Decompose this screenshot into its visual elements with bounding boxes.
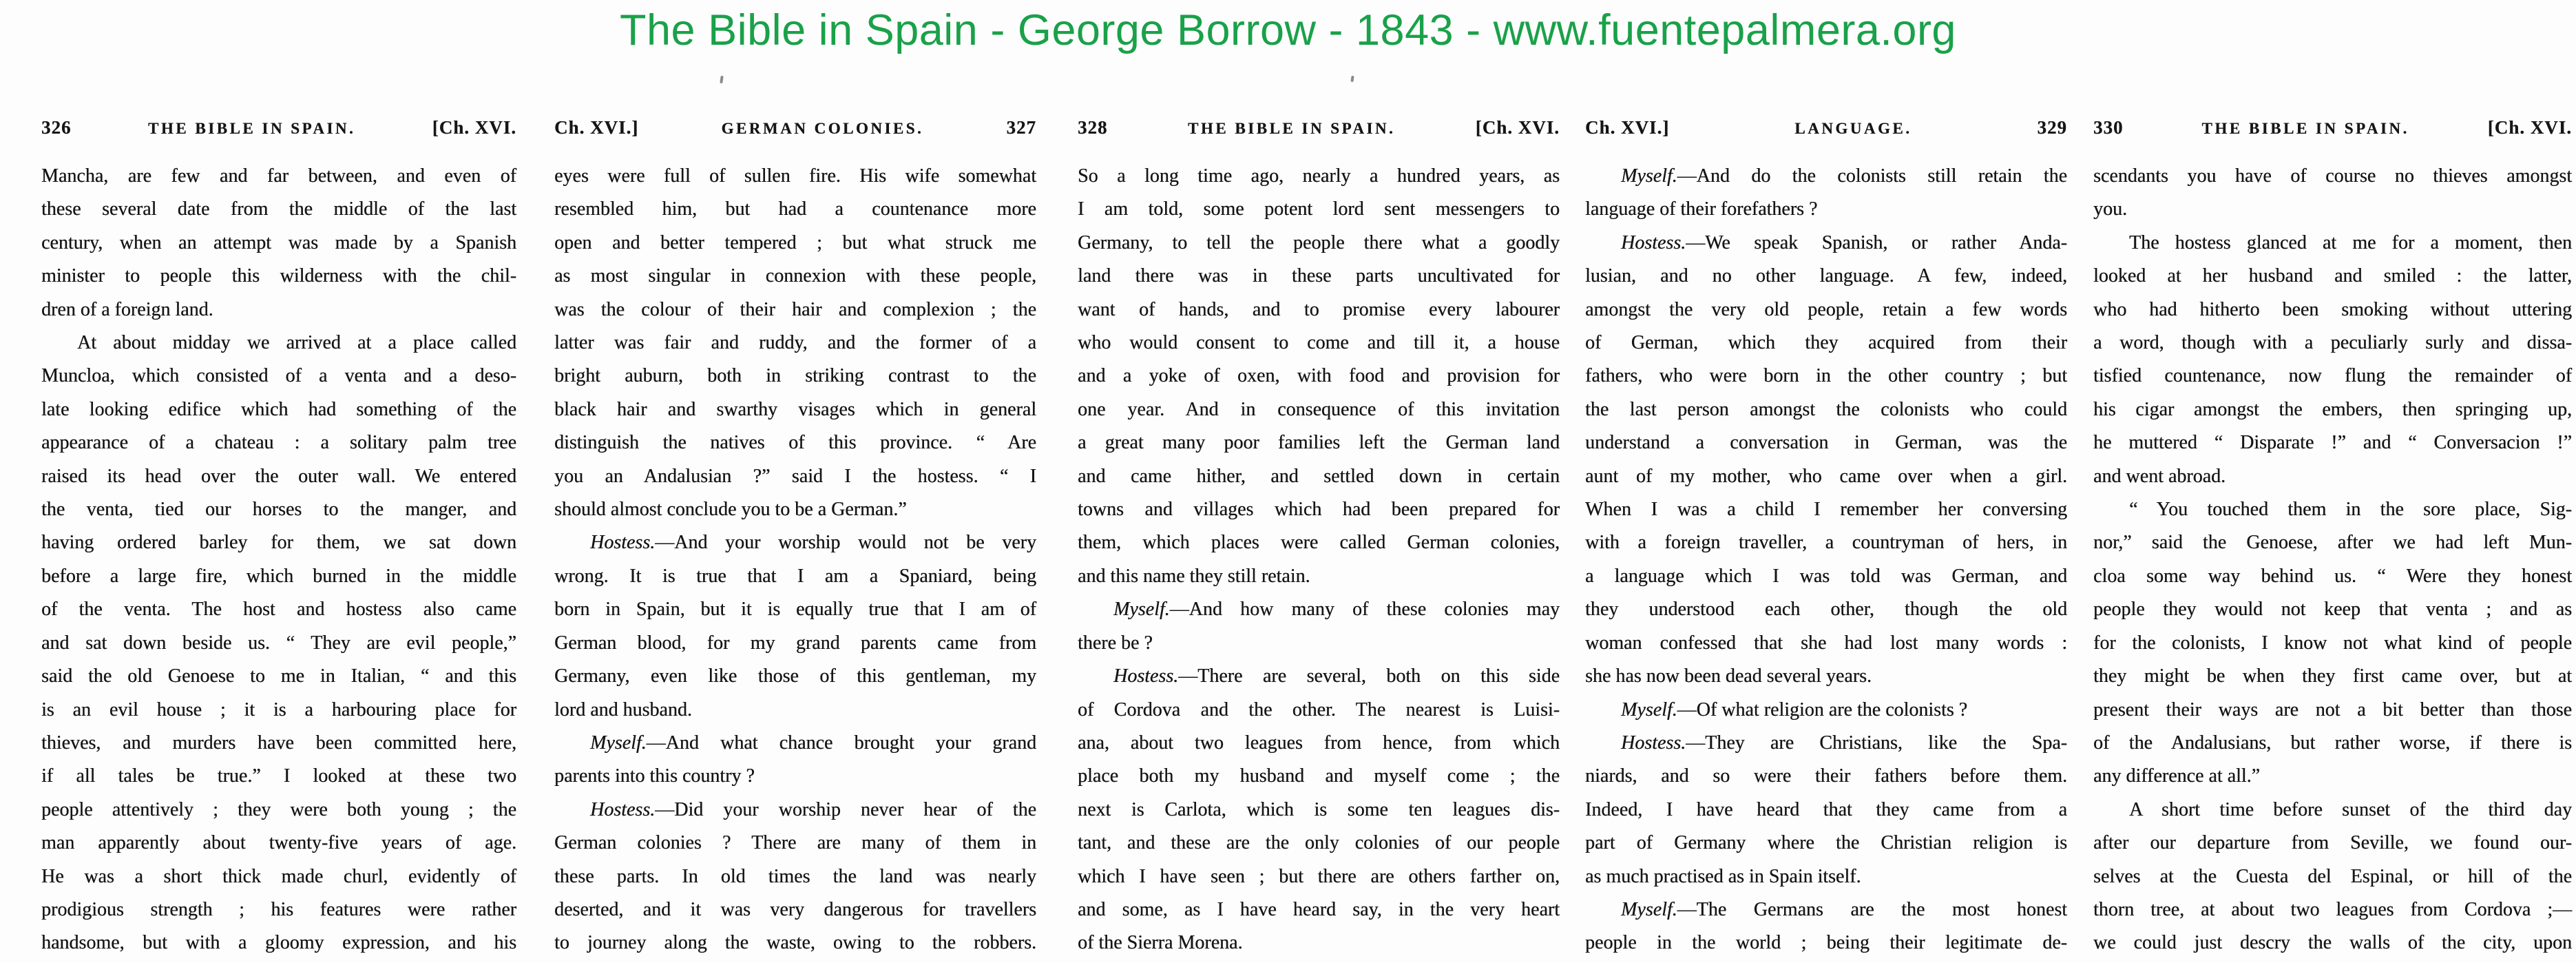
text-line: said the old Genoese to me in Italian, “ and this <box>41 665 516 687</box>
text-line: who had hitherto been smoking without uttering <box>2093 298 2572 320</box>
text-line: want of hands, and to promise every labourer <box>1078 298 1560 320</box>
text-line: latter was fair and ruddy, and the former of a <box>554 332 1036 354</box>
running-title: THE BIBLE IN SPAIN. <box>1187 120 1396 137</box>
text-line: these parts. In old times the land was nearly <box>554 865 1036 887</box>
text-line: if all tales be true.” I looked at these two <box>41 765 516 787</box>
text-line: and came hither, and settled down in certain <box>1078 465 1560 487</box>
text-line: before a large fire, which burned in the middle <box>41 565 516 587</box>
text-line: present their ways are not a bit better than those <box>2093 698 2572 721</box>
page-header <box>1078 117 1560 142</box>
speaker-name: Myself. <box>1621 698 1677 721</box>
text-line: thorn tree, at about two leagues from Cordova ;— <box>2093 898 2572 920</box>
text-line: German colonies ? There are many of them in <box>554 832 1036 854</box>
running-title: LANGUAGE. <box>1794 120 1912 137</box>
text-line: handsome, but with a gloomy expression, and his <box>41 932 516 954</box>
text-line: people in the world ; being their legitimate de- <box>1585 932 2067 954</box>
text-line: century, when an attempt was made by a Spanish <box>41 231 516 253</box>
page-body <box>554 160 1036 960</box>
text-line: of the Sierra Morena. <box>1078 932 1243 954</box>
text-line: born in Spain, but it is equally true that I am of <box>554 599 1036 621</box>
speaker-name: Hostess. <box>590 532 656 554</box>
text-line: you an Andalusian ?” said I the hostess. “ I <box>554 465 1036 487</box>
page-body <box>41 160 516 960</box>
text-line: a great many poor families left the German land <box>1078 432 1560 454</box>
text-line: the venta, tied our horses to the manger, and <box>41 499 516 521</box>
text-line: prodigious strength ; his features were rather <box>41 898 516 920</box>
page-327 <box>554 117 1036 960</box>
pages-row <box>0 117 2572 960</box>
running-title: GERMAN COLONIES. <box>721 120 924 137</box>
text-line: which I have seen ; but there are others farther on, <box>1078 865 1560 887</box>
text-line: of Cordova and the other. The nearest is Luisi- <box>1078 698 1560 721</box>
text-line: who would consent to come and till it, a house <box>1078 332 1560 354</box>
text-line: deserted, and it was very dangerous for travellers <box>554 898 1036 920</box>
page-number: 327 <box>1006 117 1036 138</box>
text-line: nor,” said the Genoese, after we had left Mun- <box>2093 532 2572 554</box>
text-line: Germany, even like those of this gentleman, my <box>554 665 1036 687</box>
text-line: man apparently about twenty-five years of age. <box>41 832 516 854</box>
page-body <box>1585 160 2067 960</box>
text-line: Myself.—Of what religion are the colonists ? <box>1621 698 1968 721</box>
text-line: Myself.—And do the colonists still retain the <box>1621 165 2067 187</box>
chapter-label: [Ch. XVI. <box>2487 117 2572 138</box>
text-line: and went abroad. <box>2093 465 2226 487</box>
text-line: wrong. It is true that I am a Spaniard, being <box>554 565 1036 587</box>
text-line: Hostess.—There are several, both on this side <box>1113 665 1560 687</box>
text-line: So a long time ago, nearly a hundred years, as <box>1078 165 1560 187</box>
text-line: his cigar amongst the embers, then springing up, <box>2093 398 2572 420</box>
text-line: woman confessed that she had lost many words : <box>1585 632 2067 654</box>
text-line: with a foreign traveller, a countryman of hers, in <box>1585 532 2067 554</box>
text-line: fathers, who were born in the other country ; but <box>1585 365 2067 387</box>
running-title: THE BIBLE IN SPAIN. <box>147 120 356 137</box>
text-line: selves at the Cuesta del Espinal, or hill of the <box>2093 865 2572 887</box>
text-line: Myself.—The Germans are the most honest <box>1621 898 2067 920</box>
text-line: Muncloa, which consisted of a venta and a deso- <box>41 365 516 387</box>
text-line: I am told, some potent lord sent messengers to <box>1078 198 1560 220</box>
text-line: and a yoke of oxen, with food and provision for <box>1078 365 1560 387</box>
text-line: A short time before sunset of the third day <box>2129 798 2572 820</box>
text-line: people they would not keep that venta ; and as <box>2093 599 2572 621</box>
text-line: and this name they still retain. <box>1078 565 1310 587</box>
text-line: parents into this country ? <box>554 765 755 787</box>
text-line: When I was a child I remember her conversing <box>1585 499 2067 521</box>
chapter-label: Ch. XVI.] <box>554 117 639 138</box>
scan-artifact <box>1350 76 1354 82</box>
text-line: He was a short thick made churl, evidently of <box>41 865 516 887</box>
text-line: bright auburn, both in striking contrast to the <box>554 365 1036 387</box>
text-line: Indeed, I have heard that they came from a <box>1585 798 2067 820</box>
text-line: German blood, for my grand parents came from <box>554 632 1036 654</box>
text-line: next is Carlota, which is some ten leagues dis- <box>1078 798 1560 820</box>
text-line: people attentively ; they were both young ; the <box>41 798 516 820</box>
speaker-name: Hostess. <box>590 798 656 820</box>
text-line: “ You touched them in the sore place, Sig- <box>2129 499 2572 521</box>
text-line: was the colour of their hair and complexion ; the <box>554 298 1036 320</box>
page-body <box>2093 160 2572 960</box>
speaker-name: Myself. <box>1621 898 1677 920</box>
text-line: any difference at all.” <box>2093 765 2261 787</box>
page-body <box>1078 160 1560 960</box>
text-line: resembled him, but had a countenance more <box>554 198 1036 220</box>
text-line: there be ? <box>1078 632 1153 654</box>
text-line: after our departure from Seville, we found our- <box>2093 832 2572 854</box>
text-line: land there was in these parts uncultivated for <box>1078 265 1560 287</box>
text-line: late looking edifice which had something of the <box>41 398 516 420</box>
text-line: as much practised as in Spain itself. <box>1585 865 1861 887</box>
page-number: 326 <box>41 117 72 138</box>
scan-artifact <box>720 76 723 83</box>
text-line: part of Germany where the Christian religion is <box>1585 832 2067 854</box>
text-line: should almost conclude you to be a German.” <box>554 499 907 521</box>
speaker-name: Hostess. <box>1621 231 1686 253</box>
text-line: Hostess.—Did your worship never hear of the <box>590 798 1036 820</box>
text-line: ana, about two leagues from hence, from which <box>1078 732 1560 754</box>
speaker-name: Hostess. <box>1113 665 1179 687</box>
chapter-label: Ch. XVI.] <box>1585 117 1670 138</box>
text-line: eyes were full of sullen fire. His wife somewhat <box>554 165 1036 187</box>
text-line: one year. And in consequence of this invitation <box>1078 398 1560 420</box>
text-line: they understood each other, though the old <box>1585 599 2067 621</box>
speaker-name: Hostess. <box>1621 732 1686 754</box>
running-title: THE BIBLE IN SPAIN. <box>2201 120 2409 137</box>
text-line: language of their forefathers ? <box>1585 198 1818 220</box>
text-line: she has now been dead several years. <box>1585 665 1872 687</box>
speaker-name: Myself. <box>1621 165 1677 187</box>
text-line: dren of a foreign land. <box>41 298 213 320</box>
speaker-name: Myself. <box>1113 599 1170 621</box>
chapter-label: [Ch. XVI. <box>1475 117 1560 138</box>
text-line: of the venta. The host and hostess also came <box>41 599 516 621</box>
text-line: The hostess glanced at me for a moment, then <box>2129 231 2572 253</box>
text-line: aunt of my mother, who came over when a girl. <box>1585 465 2067 487</box>
text-line: tisfied countenance, now flung the remainder of <box>2093 365 2572 387</box>
text-line: of German, which they acquired from their <box>1585 332 2067 354</box>
text-line: distinguish the natives of this province. “ Are <box>554 432 1036 454</box>
text-line: cloa some way behind us. “ Were they honest <box>2093 565 2572 587</box>
text-line: minister to people this wilderness with the chil- <box>41 265 516 287</box>
page-330 <box>2093 117 2572 960</box>
chapter-label: [Ch. XVI. <box>432 117 516 138</box>
text-line: you. <box>2093 198 2127 220</box>
text-line: lord and husband. <box>554 698 692 721</box>
page-header <box>41 117 516 142</box>
speaker-name: Myself. <box>590 732 647 754</box>
text-line: them, which places were called German colonies, <box>1078 532 1560 554</box>
text-line: they might be when they first came over, but at <box>2093 665 2572 687</box>
text-line: and some, as I have heard say, in the very heart <box>1078 898 1560 920</box>
text-line: thieves, and murders have been committed here, <box>41 732 516 754</box>
text-line: tant, and these are the only colonies of our people <box>1078 832 1560 854</box>
text-line: Hostess.—And your worship would not be very <box>590 532 1036 554</box>
text-line: Myself.—And what chance brought your grand <box>590 732 1036 754</box>
text-line: the last person amongst the colonists who could <box>1585 398 2067 420</box>
page-number: 330 <box>2093 117 2124 138</box>
text-line: niards, and so were their fathers before them. <box>1585 765 2067 787</box>
text-line: towns and villages which had been prepared for <box>1078 499 1560 521</box>
text-line: is an evil house ; it is a harbouring place for <box>41 698 516 721</box>
text-line: having ordered barley for them, we sat down <box>41 532 516 554</box>
page-326 <box>41 117 516 960</box>
text-line: black hair and swarthy visages which in general <box>554 398 1036 420</box>
text-line: Germany, to tell the people there what a goodly <box>1078 231 1560 253</box>
text-line: Myself.—And how many of these colonies may <box>1113 599 1560 621</box>
text-line: as most singular in connexion with these people, <box>554 265 1036 287</box>
text-line: he muttered “ Disparate !” and “ Conversacion !” <box>2093 432 2572 454</box>
page-title: The Bible in Spain - George Borrow - 1843 - www.fuentepalmera.org <box>620 6 1956 54</box>
page-number: 328 <box>1078 117 1108 138</box>
text-line: amongst the very old people, retain a few words <box>1585 298 2067 320</box>
text-line: Hostess.—They are Christians, like the Spa- <box>1621 732 2067 754</box>
page-328 <box>1078 117 1560 960</box>
text-line: open and better tempered ; but what struck me <box>554 231 1036 253</box>
text-line: place both my husband and myself come ; the <box>1078 765 1560 787</box>
page-header <box>2093 117 2572 142</box>
page-number: 329 <box>2037 117 2067 138</box>
text-line: of the Andalusians, but rather worse, if there is <box>2093 732 2572 754</box>
text-line: and sat down beside us. “ They are evil people,” <box>41 632 516 654</box>
text-line: scendants you have of course no thieves amongst <box>2093 165 2572 187</box>
text-line: Hostess.—We speak Spanish, or rather Anda- <box>1621 231 2067 253</box>
text-line: these several date from the middle of the last <box>41 198 516 220</box>
text-line: looked at her husband and smiled : the latter, <box>2093 265 2572 287</box>
page-header <box>1585 117 2067 142</box>
text-line: Mancha, are few and far between, and even of <box>41 165 516 187</box>
text-line: for the colonists, I know not what kind of people <box>2093 632 2572 654</box>
text-line: appearance of a chateau : a solitary palm tree <box>41 432 516 454</box>
text-line: raised its head over the outer wall. We entered <box>41 465 516 487</box>
page-header <box>554 117 1036 142</box>
text-line: a language which I was told was German, and <box>1585 565 2067 587</box>
text-line: we could just descry the walls of the city, upon <box>2093 932 2572 954</box>
text-line: lusian, and no other language. A few, indeed, <box>1585 265 2067 287</box>
text-line: to journey along the waste, owing to the robbers. <box>554 932 1036 954</box>
text-line: a word, though with a peculiarly surly and dissa- <box>2093 332 2572 354</box>
text-line: understand a conversation in German, was the <box>1585 432 2067 454</box>
text-line: At about midday we arrived at a place called <box>77 332 516 354</box>
page-329 <box>1585 117 2067 960</box>
